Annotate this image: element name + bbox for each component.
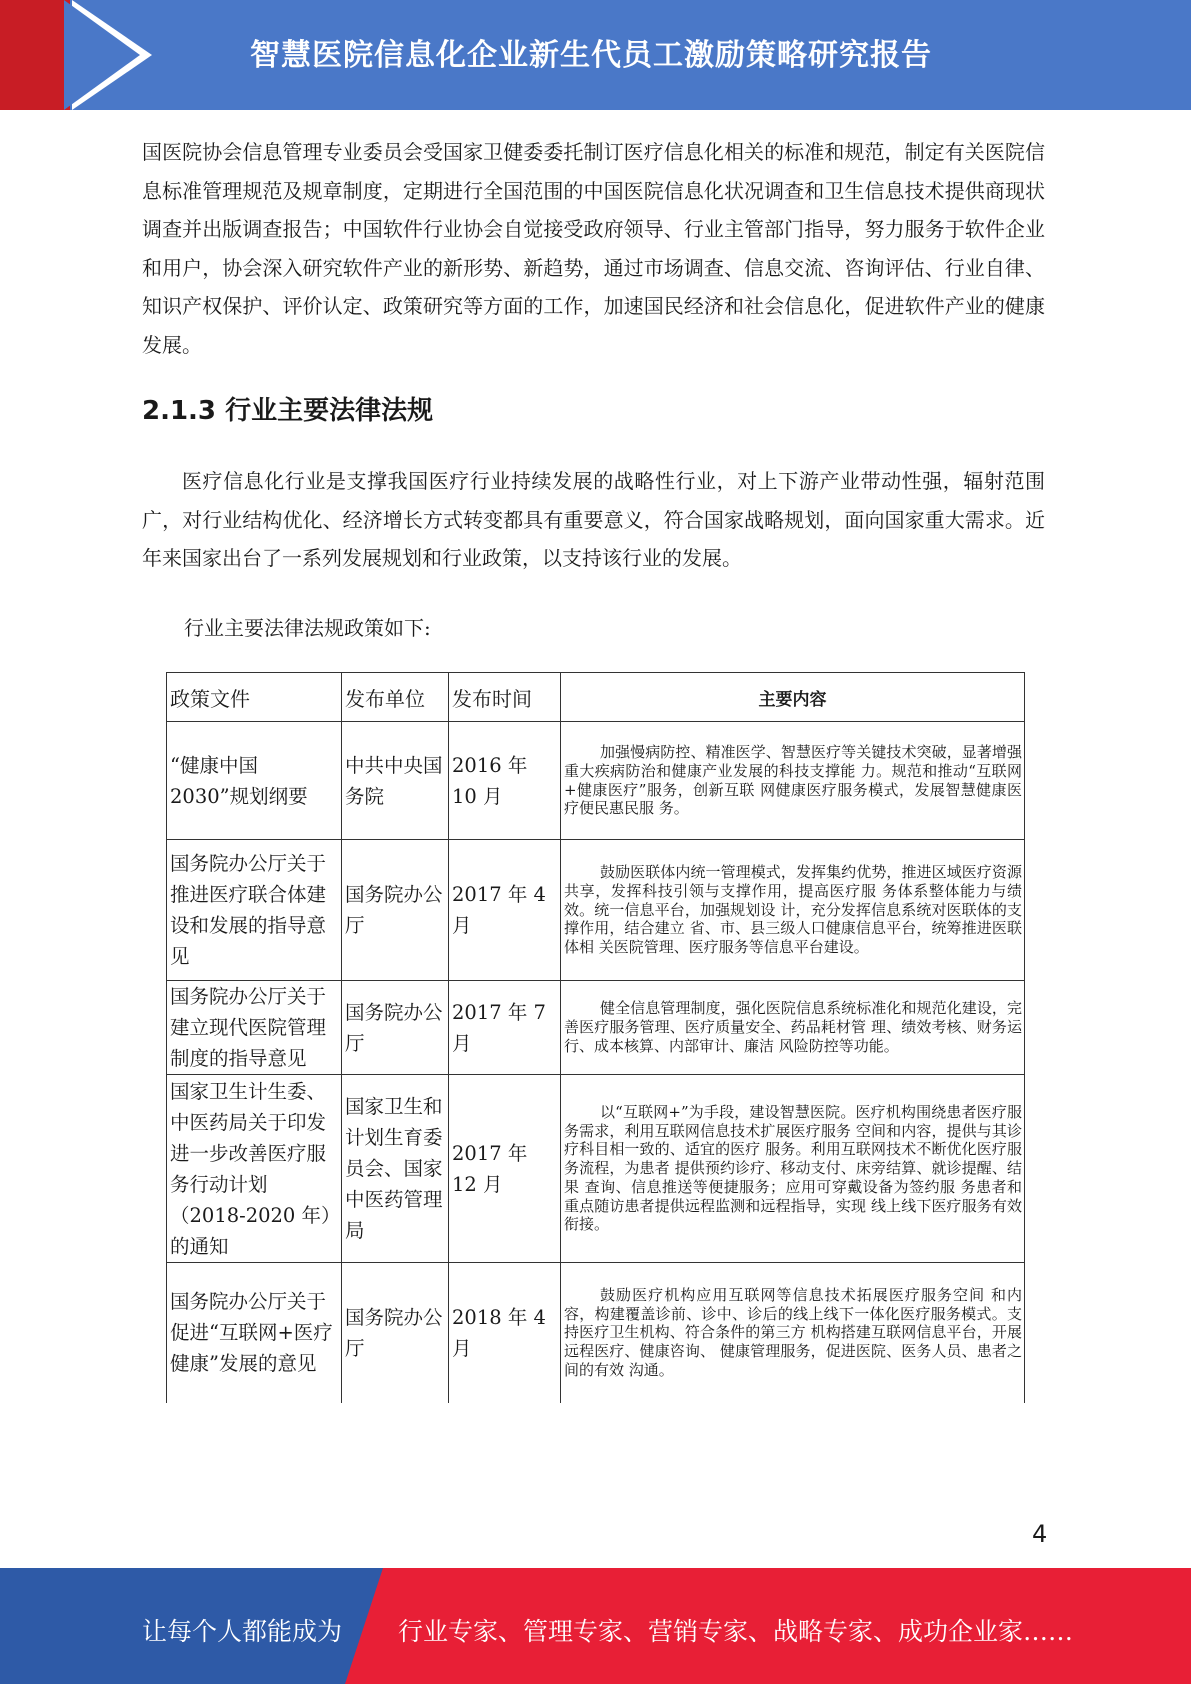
col-header-date: 发布时间 — [449, 673, 561, 722]
header-chevron-inner — [64, 0, 140, 110]
table-row — [167, 840, 1025, 981]
table-row — [167, 981, 1025, 1075]
policy-content-cell — [561, 840, 1025, 981]
policy-date-cell: 2017 年 12 月 — [449, 1075, 561, 1263]
footer-slant-decoration — [345, 1568, 383, 1684]
col-header-content: 主要内容 — [561, 673, 1025, 722]
intro-paragraph: 国医院协会信息管理专业委员会受国家卫健委委托制订医疗信息化相关的标准和规范，制定有关医院信息标准管理规范及规章制度，定期进行全国范围的中国医院信息化状况调查和卫生信息技术提供商现状调查并出版调查报告；中国软件行业协会自觉接受政府领导、行业主管部门指导，努力服务于软件企业和用户，协会深入研究软件产业的新形势、新趋势，通过市场调查、信息交流、咨询评估、行业自律、知识产权保护、评价认定、政策研究等方面的工作，加速国民经济和社会信息化，促进软件产业的健康发展。 — [142, 140, 1045, 357]
policy-content-text: 鼓励医联体内统一管理模式，发挥集约优势，推进区域医疗资源共享，发挥科技引领与支撑作用，提高医疗服 务体系整体能力与绩效。统一信息平台，加强规划设 计，充分发挥信息系统对医联体的支撑作用，结合建立 省、市、县三级人口健康信息平台，统筹推进医联体相 关医院管理、医疗服务等信息平台建设。 — [564, 863, 1022, 957]
policy-unit-cell: 中共中央国务院 — [342, 722, 449, 840]
policy-date-cell: 2016 年 10 月 — [449, 722, 561, 840]
policy-content-cell — [561, 722, 1025, 840]
table-header-row — [167, 673, 1025, 722]
col-header-unit: 发布单位 — [342, 673, 449, 722]
policy-doc-cell: “健康中国 2030”规划纲要 — [167, 722, 342, 840]
col-header-doc: 政策文件 — [167, 673, 342, 722]
table-row — [167, 1263, 1025, 1403]
policy-unit-cell: 国务院办公厅 — [342, 1263, 449, 1403]
policy-date-cell: 2017 年 7 月 — [449, 981, 561, 1075]
policy-content-text: 以“互联网+”为手段，建设智慧医院。医疗机构围绕患者医疗服务需求，利用互联网信息技术扩展医疗服务 空间和内容，提供与其诊疗科目相一致的、适宜的医疗 服务。利用互联网技术不断优化医疗服务流程，为患者 提供预约诊疗、移动支付、床旁结算、就诊提醒、结果 查询、信息推送等便捷服务；应用可穿戴设备为签约服 务患者和重点随访患者提供远程监测和远程指导，实现 线上线下医疗服务有效衔接。 — [564, 1102, 1022, 1234]
policy-unit-cell: 国务院办公厅 — [342, 840, 449, 981]
policy-unit-cell: 国务院办公厅 — [342, 981, 449, 1075]
policy-content-text: 健全信息管理制度，强化医院信息系统标准化和规范化建设，完善医疗服务管理、医疗质量安全、药品耗材管 理、绩效考核、财务运行、成本核算、内部审计、廉洁 风险防控等功能。 — [564, 999, 1022, 1055]
policy-doc-cell: 国务院办公厅关于促进“互联网+医疗健康”发展的意见 — [167, 1263, 342, 1403]
policy-unit-cell: 国家卫生和计划生育委员会、国家中医药管理局 — [342, 1075, 449, 1263]
policy-date-cell: 2018 年 4 月 — [449, 1263, 561, 1403]
policy-doc-cell: 国家卫生计生委、中医药局关于印发进一步改善医疗服务行动计划（2018-2020 年）的通知 — [167, 1075, 342, 1263]
table-row — [167, 722, 1025, 840]
policy-content-text: 鼓励医疗机构应用互联网等信息技术拓展医疗服务空间 和内容，构建覆盖诊前、诊中、诊后的线上线下一体化医疗服务模式。支持医疗卫生机构、符合条件的第三方 机构搭建互联网信息平台，开展远程医疗、健康咨询、 健康管理服务，促进医院、医务人员、患者之间的有效 沟通。 — [564, 1285, 1022, 1379]
policy-content-cell — [561, 981, 1025, 1075]
header-red-block — [0, 0, 70, 110]
section-heading: 2.1.3 行业主要法律法规 — [142, 396, 434, 426]
footer-slogan-right: 行业专家、管理专家、营销专家、战略专家、成功企业家…… — [398, 1617, 1074, 1646]
policy-table — [166, 672, 1025, 1403]
policy-content-text: 加强慢病防控、精准医学、智慧医疗等关键技术突破，显著增强重大疾病防治和健康产业发展的科技支撑能 力。规范和推动“互联网+健康医疗”服务，创新互联 网健康医疗服务模式，发展智慧健康医疗便民惠民服 务。 — [564, 742, 1022, 818]
footer-slogan-left: 让每个人都能成为 — [142, 1617, 343, 1646]
page-header — [0, 0, 1191, 110]
policy-content-cell — [561, 1263, 1025, 1403]
policy-content-cell — [561, 1075, 1025, 1263]
policy-doc-cell: 国务院办公厅关于推进医疗联合体建设和发展的指导意见 — [167, 840, 342, 981]
table-intro: 行业主要法律法规政策如下: — [184, 616, 431, 640]
policy-doc-cell: 国务院办公厅关于建立现代医院管理制度的指导意见 — [167, 981, 342, 1075]
policy-date-cell: 2017 年 4 月 — [449, 840, 561, 981]
report-title: 智慧医院信息化企业新生代员工激励策略研究报告 — [250, 38, 932, 73]
table-row — [167, 1075, 1025, 1263]
page-number: 4 — [1032, 1520, 1048, 1548]
page-footer — [0, 1568, 1191, 1684]
section-paragraph: 医疗信息化行业是支撑我国医疗行业持续发展的战略性行业，对上下游产业带动性强，辐射范围广，对行业结构优化、经济增长方式转变都具有重要意义，符合国家战略规划，面向国家重大需求。近年来国家出台了一系列发展规划和行业政策，以支持该行业的发展。 — [142, 469, 1045, 570]
